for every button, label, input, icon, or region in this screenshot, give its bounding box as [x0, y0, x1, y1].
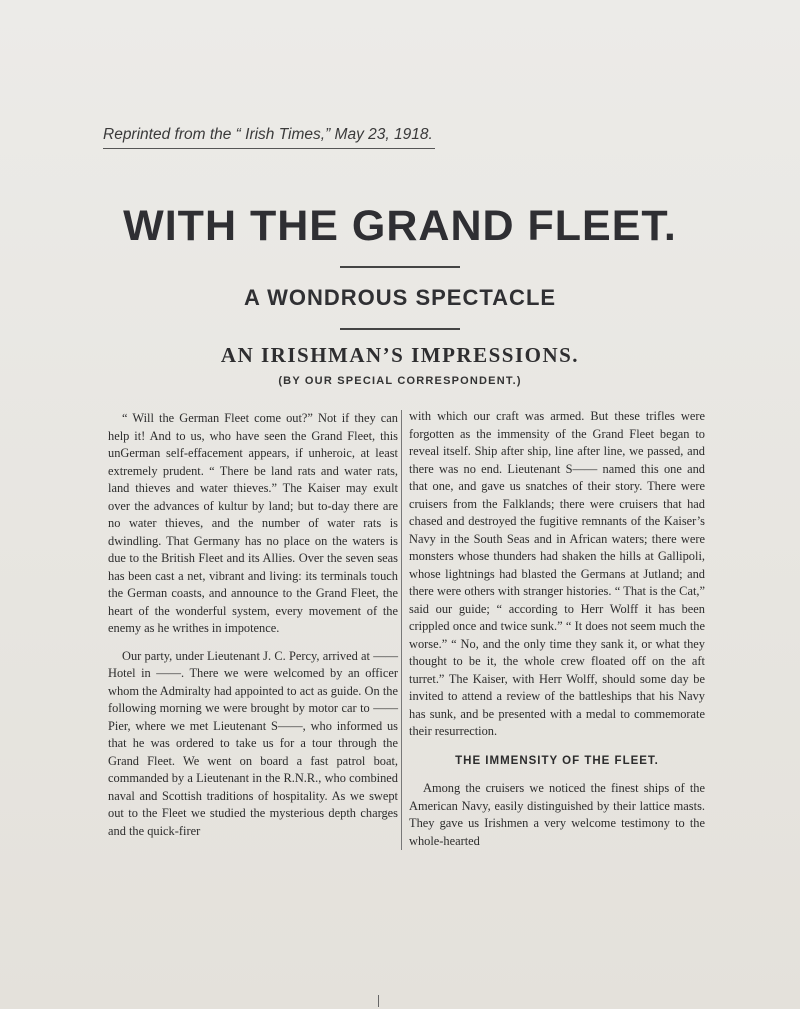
section-subheading: THE IMMENSITY OF THE FLEET.	[455, 754, 659, 767]
paragraph: “ Will the German Fleet come out?” Not if they can help it! And to us, who have seen the Grand Fleet, this unGerman self-effacement appears, if unheroic, at least extremely prudent. “ There be land rats and water rats, land thieves and water thieves.” The Kaiser may exult over the advances of kultur by land; but to-day there are no water thieves, and the number of water rats is dwindling. That Germany has no place on the waters is due to the British Fleet and its Allies. Over the seven seas has been cast a net, vibrant and living: its terminals touch the German coasts, and announce to the Grand Fleet, the heart of the wonderful system, every movement of the enemy as he writhes in impotence.	[108, 411, 398, 635]
left-column	[108, 410, 398, 840]
subtitle: A WONDROUS SPECTACLE	[243, 285, 557, 310]
byline: (BY OUR SPECIAL CORRESPONDENT.)	[278, 375, 522, 387]
subtitle-divider	[340, 328, 460, 330]
print-mark	[378, 995, 379, 1007]
reprint-note: Reprinted from the “ Irish Times,” May 23, 1918.	[103, 126, 433, 143]
title-divider	[340, 266, 460, 268]
paragraph: with which our craft was armed. But these trifles were forgotten as the immensity of the Grand Fleet began to reveal itself. Ship after ship, line after line, we passed, and there was no end. Lieutenant S—— named this one and that one, and gave us snatches of their story. There were cruisers from the Falklands; there were cruisers that had chased and destroyed the fugitive remnants of the Kaiser’s Navy in the South Seas and in African waters; there were monsters whose thunders had shaken the hills at Gallipoli, whose lightnings had blasted the Germans at Jutland; and there were others with stranger histories. “ That is the Cat,” said our guide; “ according to Herr Wolff it has been crippled once and twice sunk.” “ It does not seem much the worse.” “ No, and the only time they sank it, or what they thought to be it, the whole crew floated off on the aft turret.” The Kaiser, with Herr Wolff, should some day be invited to attend a review of the battleships that his Navy has sunk, and be presented with a medal to commemorate their resurrection.	[409, 409, 705, 738]
right-column	[409, 408, 705, 850]
paragraph: Among the cruisers we noticed the finest ships of the American Navy, easily distinguished by their lattice masts. They gave us Irishmen a very welcome testimony to the whole-hearted	[409, 781, 705, 848]
page-title: WITH THE GRAND FLEET.	[123, 202, 677, 250]
secondary-heading: AN IRISHMAN’S IMPRESSIONS.	[220, 343, 580, 367]
reprint-underline	[103, 148, 435, 149]
paragraph: Our party, under Lieutenant J. C. Percy, arrived at —— Hotel in ——. There we were welcomed by an officer whom the Admiralty had appointed to act as guide. On the following morning we were brought by motor car to —— Pier, where we met Lieutenant S——, who informed us that he was ordered to take us for a tour through the Grand Fleet. We went on board a fast patrol boat, commanded by a Lieutenant in the R.N.R., who combined naval and Scottish traditions of hospitality. As we swept out to the Fleet we studied the mysterious depth charges and the quick-firer	[108, 648, 398, 838]
column-divider	[401, 410, 402, 850]
